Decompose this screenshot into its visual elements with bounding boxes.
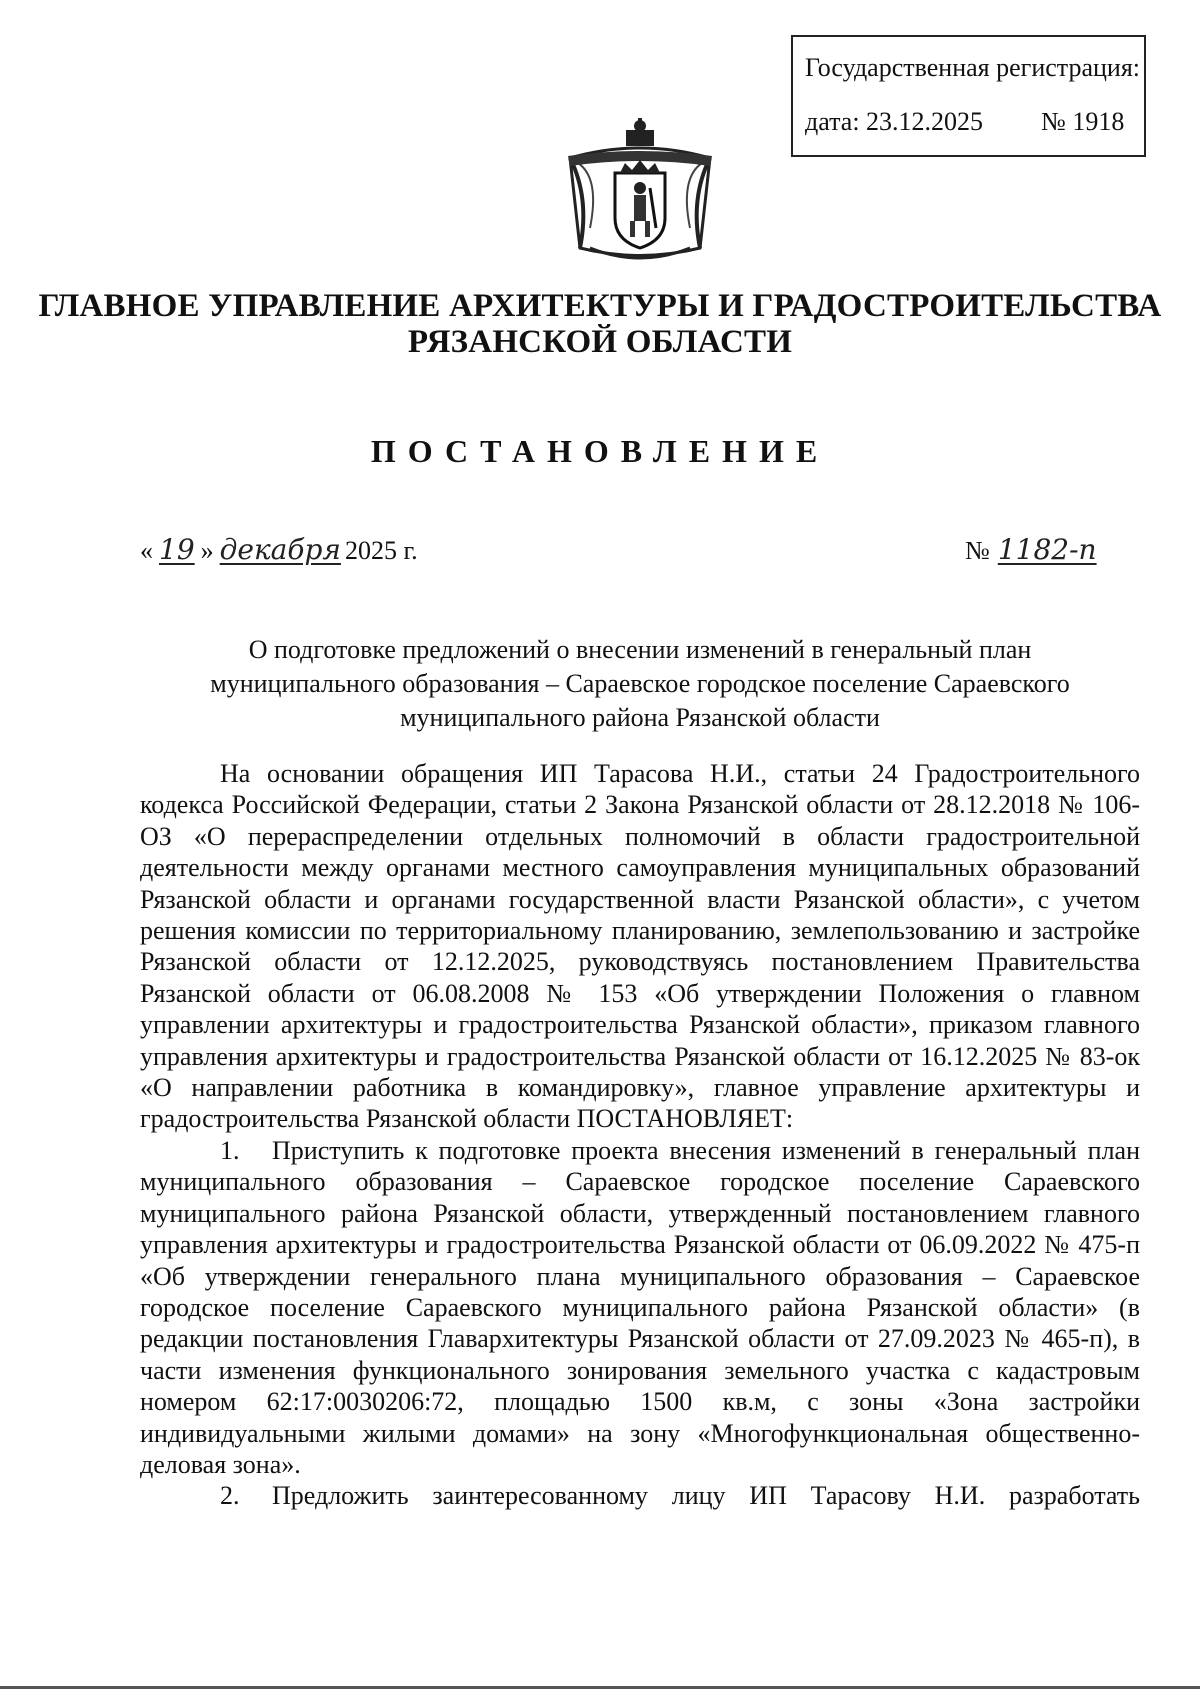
organization-title [0, 288, 1200, 360]
registration-date: дата: 23.12.2025 [805, 107, 984, 136]
date-open-quote: « [140, 536, 153, 565]
subject-line1: О подготовке предложений о внесении изменений в генеральный план [248, 635, 1032, 664]
document-number-value: 1182-п [997, 533, 1097, 566]
document-number [965, 533, 1107, 566]
registration-details [805, 109, 1144, 135]
item-2-text: Предложить заинтересованному лицу ИП Тарасову Н.И. разработать [272, 1481, 1140, 1511]
subject-line2: муниципального образования – Сараевское городское поселение Сараевского [210, 669, 1070, 698]
date-year: 2025 г. [344, 536, 418, 565]
scan-bottom-edge [0, 1686, 1200, 1689]
body-intro-paragraph: На основании обращения ИП Тарасова Н.И., статьи 24 Градостроительного кодекса Российской Федерации, статьи 2 Закона Рязанской области от 28.12.2018 № 106-ОЗ «О перераспределении отдельных полномочий в области градостроительной деятельности между органами местного самоуправления муниципальных образований Рязанской области и органами государственной власти Рязанской области», с учетом решения комиссии по территориальному планированию, землепользованию и застройке Рязанской области от 12.12.2025, руководствуясь постановлением Правительства Рязанской области от 06.08.2008 № 153 «Об утверждении Положения о главном управлении архитектуры и градостроительства Рязанской области», приказом главного управления архитектуры и градостроительства Рязанской области от 16.12.2025 № 83-ок «О направлении работника в командировку», главное управление архитектуры и градостроительства Рязанской области ПОСТАНОВЛЯЕТ: [140, 759, 1140, 1134]
date-month: декабря [219, 533, 341, 566]
date-day: 19 [159, 533, 195, 566]
item-1-text: Приступить к подготовке проекта внесения изменений в генеральный план муниципального образования – Сараевское городское поселение Сараевского муниципального района Рязанской области, утвержденный постановлением главного управления архитектуры и градостроительства Рязанской области от 06.09.2022 № 475-п «Об утверждении генерального плана муниципального образования – Сараевское городское поселение Сараевского муниципального района Рязанской области» (в редакции постановления Главархитектуры Рязанской области от 27.09.2023 № 465-п), в части изменения функционального зонирования земельного участка с кадастровым номером 62:17:0030206:72, площадью 1500 кв.м, с зоны «Зона застройки индивидуальными жилыми домами» на зону «Многофункциональная общественно-деловая зона». [140, 1135, 1140, 1479]
document-date [140, 533, 418, 566]
document-type: ПОСТАНОВЛЕНИЕ [370, 433, 830, 469]
document-subject [140, 633, 1140, 735]
document-body [140, 758, 1140, 1512]
document-number-prefix: № [965, 536, 990, 565]
organization-title-line1: ГЛАВНОЕ УПРАВЛЕНИЕ АРХИТЕКТУРЫ И ГРАДОСТРОИТЕЛЬСТВА [38, 288, 1162, 324]
ryazan-coat-of-arms-icon [560, 118, 720, 268]
registration-number: № 1918 [1041, 107, 1125, 136]
item-2-number: 2. [220, 1481, 240, 1511]
body-item-2 [140, 1480, 1140, 1511]
registration-heading: Государственная регистрация: [805, 53, 1141, 82]
item-1-number: 1. [220, 1135, 240, 1165]
subject-line3: муниципального района Рязанской области [400, 703, 880, 732]
body-item-1 [140, 1135, 1140, 1480]
registration-stamp [791, 35, 1146, 157]
organization-title-line2: РЯЗАНСКОЙ ОБЛАСТИ [407, 324, 793, 360]
date-close-quote: » [200, 536, 214, 565]
